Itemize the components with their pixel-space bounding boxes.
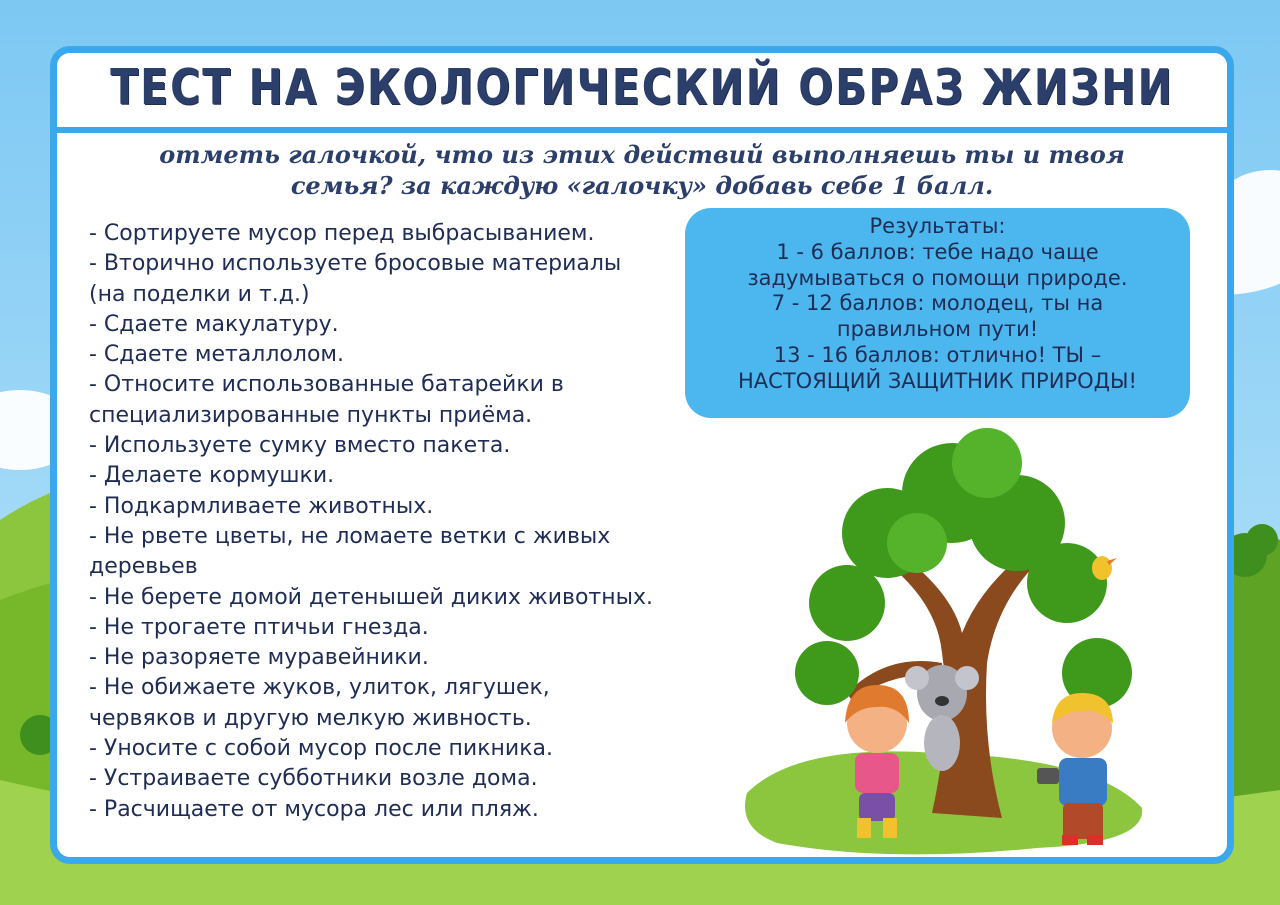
list-item: червяков и другую мелкую живность. — [89, 705, 532, 731]
results-line: правильном пути! — [836, 317, 1039, 342]
list-item: - Сдаете металлолом. — [89, 342, 344, 368]
list-item: - Не рвете цветы, не ломаете ветки с живых — [89, 523, 611, 549]
instruction-line: семья? за каждую «галочку» добавь себе 1 балл. — [290, 171, 994, 200]
instruction-text — [97, 139, 1187, 201]
list-item: - Расчищаете от мусора лес или пляж. — [89, 796, 539, 822]
bird-icon — [1092, 556, 1117, 580]
results-line: 1 - 6 баллов: тебе надо чаще — [776, 239, 1099, 264]
test-card — [50, 46, 1234, 864]
instruction-line: отметь галочкой, что из этих действий выполняешь ты и твоя — [159, 140, 1125, 169]
list-item: - Делаете кормушки. — [89, 463, 335, 489]
actions-list — [89, 219, 729, 825]
results-heading: Результаты: — [869, 214, 1006, 238]
list-item: деревьев — [89, 554, 198, 580]
list-item: (на поделки и т.д.) — [89, 281, 310, 307]
results-line: 13 - 16 баллов: отлично! ТЫ – — [773, 342, 1102, 367]
list-item: - Уносите с собой мусор после пикника. — [89, 736, 553, 762]
page-title: ТЕСТ НА ЭКОЛОГИЧЕСКИЙ ОБРАЗ ЖИЗНИ — [110, 58, 1174, 116]
list-item: - Относите использованные батарейки в — [89, 372, 564, 398]
list-item: - Сортируете мусор перед выбрасыванием. — [89, 221, 595, 246]
tree-illustration — [737, 423, 1157, 863]
list-item: - Не берете домой детенышей диких животных. — [89, 584, 654, 610]
results-box — [685, 208, 1190, 418]
title-band — [57, 53, 1227, 133]
list-item: - Не разоряете муравейники. — [89, 645, 429, 671]
list-item: - Устраиваете субботники возле дома. — [89, 766, 538, 792]
results-line: НАСТОЯЩИЙ ЗАЩИТНИК ПРИРОДЫ! — [738, 368, 1137, 393]
list-item: - Используете сумку вместо пакета. — [89, 433, 511, 459]
list-item: - Не обижаете жуков, улиток, лягушек, — [89, 675, 550, 701]
list-item: - Сдаете макулатуру. — [89, 311, 339, 337]
list-item: - Вторично используете бросовые материалы — [89, 251, 622, 277]
results-line: задумываться о помощи природе. — [747, 265, 1128, 290]
list-item: - Не трогаете птичьи гнезда. — [89, 614, 429, 640]
list-item: специализированные пункты приёма. — [89, 402, 533, 428]
results-line: 7 - 12 баллов: молодец, ты на — [771, 291, 1104, 316]
list-item: - Подкармливаете животных. — [89, 493, 434, 519]
